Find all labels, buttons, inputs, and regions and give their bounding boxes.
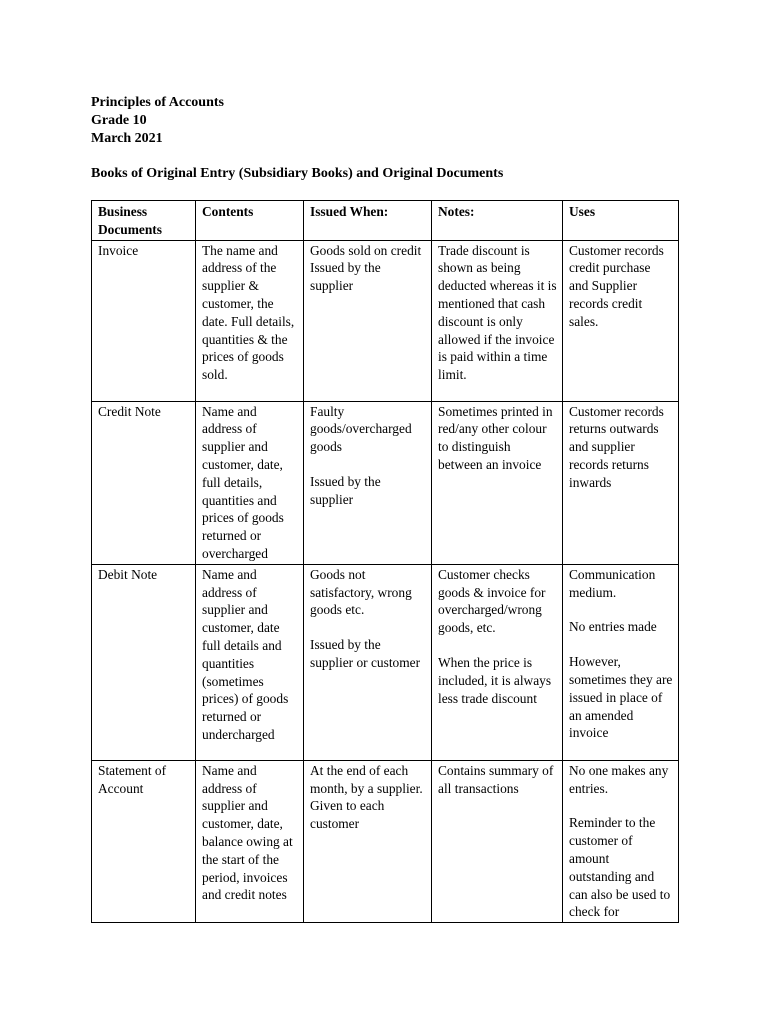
notes-cell xyxy=(432,240,563,401)
uses-cell xyxy=(563,401,679,564)
notes-cell xyxy=(432,564,563,760)
contents-cell xyxy=(196,564,304,760)
cell-paragraph: Reminder to the customer of amount outstanding and can also be used to check for xyxy=(569,815,671,920)
table-row xyxy=(92,564,679,760)
document-header xyxy=(91,94,224,148)
document-cell xyxy=(92,401,196,564)
cell-paragraph: Customer checks goods & invoice for overcharged/wrong goods, etc. xyxy=(438,566,546,636)
cell-paragraph: Issued by the supplier or customer xyxy=(310,637,421,670)
notes-cell xyxy=(432,760,563,922)
column-header-business-documents: Business Documents xyxy=(92,201,196,241)
cell-paragraph: When the price is included, it is always less trade discount xyxy=(438,654,552,706)
cell-paragraph: Invoice xyxy=(98,242,139,258)
cell-paragraph: Goods sold on credit Issued by the supplier xyxy=(310,242,422,294)
cell-paragraph: Contains summary of all transactions xyxy=(438,762,554,796)
uses-cell xyxy=(563,760,679,922)
cell-paragraph: Name and address of supplier and customer, date full details and quantities (sometimes prices) of goods returned or undercharged xyxy=(202,566,289,742)
contents-cell xyxy=(196,240,304,401)
column-header-contents: Contents xyxy=(196,201,304,241)
cell-paragraph: Communication medium. xyxy=(569,566,656,600)
table-row xyxy=(92,240,679,401)
cell-paragraph: At the end of each month, by a supplier. Given to each customer xyxy=(310,762,423,832)
column-header-issued-when: Issued When: xyxy=(304,201,432,241)
contents-cell xyxy=(196,760,304,922)
uses-cell xyxy=(563,564,679,760)
issued-when-cell xyxy=(304,401,432,564)
issued-when-cell xyxy=(304,240,432,401)
cell-paragraph: Statement of Account xyxy=(98,762,167,796)
document-cell xyxy=(92,240,196,401)
section-title: Books of Original Entry (Subsidiary Books) and Original Documents xyxy=(91,166,504,181)
uses-cell xyxy=(563,240,679,401)
grade-label: Grade 10 xyxy=(91,113,147,128)
issued-when-cell xyxy=(304,564,432,760)
table-row xyxy=(92,401,679,564)
contents-cell xyxy=(196,401,304,564)
cell-paragraph: No entries made xyxy=(569,619,657,635)
cell-paragraph: Issued by the supplier xyxy=(310,473,381,507)
document-cell xyxy=(92,564,196,760)
column-header-notes: Notes: xyxy=(432,201,563,241)
table-header-row xyxy=(92,201,679,241)
cell-paragraph: Credit Note xyxy=(98,403,161,419)
column-header-uses: Uses xyxy=(563,201,679,241)
table-body xyxy=(92,240,679,923)
cell-paragraph: However, sometimes they are issued in place of an amended invoice xyxy=(569,654,673,741)
cell-paragraph: Customer records credit purchase and Supplier records credit sales. xyxy=(569,242,664,329)
cell-paragraph: The name and address of the supplier & customer, the date. Full details, quantities & the prices of goods sold. xyxy=(202,242,295,383)
cell-paragraph: Debit Note xyxy=(98,566,158,582)
date-label: March 2021 xyxy=(91,131,163,146)
table-row xyxy=(92,760,679,922)
cell-paragraph: Faulty goods/overcharged goods xyxy=(310,403,412,455)
cell-paragraph: Sometimes printed in red/any other colour to distinguish between an invoice xyxy=(438,403,553,472)
cell-paragraph: Name and address of supplier and customer, date, full details, quantities and prices of goods returned or overcharged xyxy=(202,403,284,561)
documents-table xyxy=(91,200,679,923)
issued-when-cell xyxy=(304,760,432,922)
cell-paragraph: No one makes any entries. xyxy=(569,762,669,796)
cell-paragraph: Name and address of supplier and customer, date, balance owing at the start of the period, invoices and credit notes xyxy=(202,762,293,903)
document-cell xyxy=(92,760,196,922)
cell-paragraph: Trade discount is shown as being deducted whereas it is mentioned that cash discount is only allowed if the invoice is paid within a time limit. xyxy=(438,242,557,383)
cell-paragraph: Goods not satisfactory, wrong goods etc. xyxy=(310,566,412,618)
subject-title: Principles of Accounts xyxy=(91,95,224,110)
notes-cell xyxy=(432,401,563,564)
cell-paragraph: Customer records returns outwards and supplier records returns inwards xyxy=(569,403,664,490)
